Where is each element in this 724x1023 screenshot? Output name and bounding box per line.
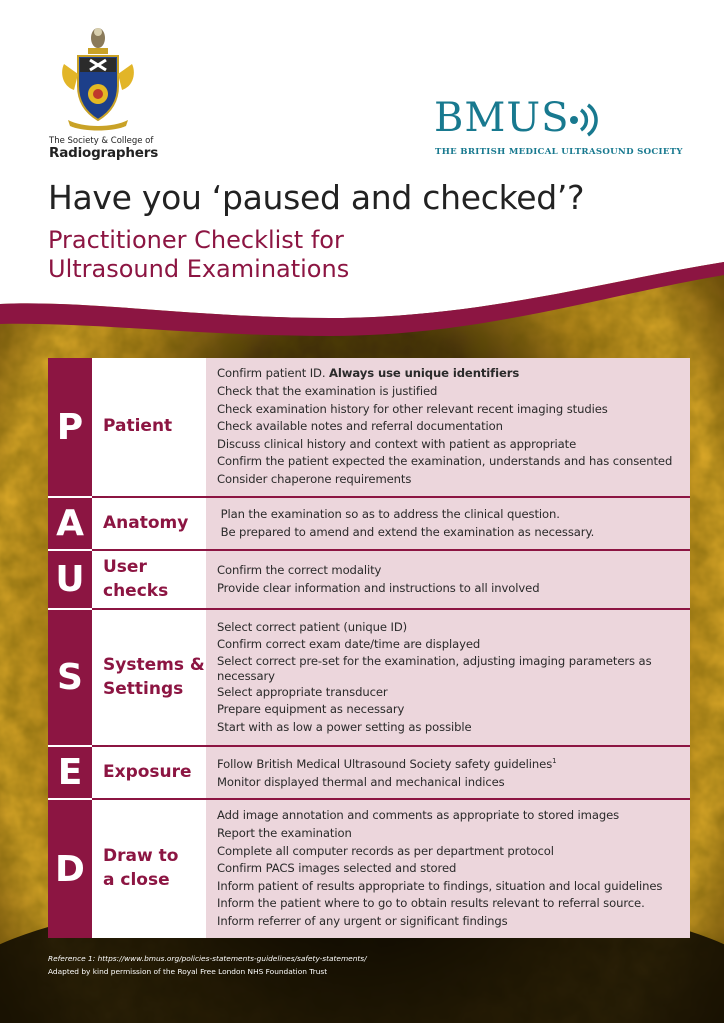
row-heading-line2: Settings	[103, 678, 184, 699]
row-letter: S	[48, 610, 92, 745]
row-items	[206, 498, 690, 549]
checklist-row-anatomy	[48, 498, 690, 549]
list-item: necessary	[217, 668, 275, 683]
list-item: Prepare equipment as necessary	[217, 702, 405, 717]
list-item: Confirm correct exam date/time are displayed	[217, 637, 481, 652]
row-items	[206, 551, 690, 608]
row-heading: Anatomy	[92, 498, 206, 549]
row-heading-line1: Draw to	[103, 846, 179, 867]
row-letter: E	[48, 747, 92, 798]
list-item: Select correct patient (unique ID)	[217, 619, 408, 634]
list-item: Report the examination	[217, 826, 352, 841]
list-item: Inform the patient where to go to obtain results relevant to referral source.	[217, 896, 645, 911]
row-heading	[92, 551, 206, 608]
list-item: Confirm the correct modality	[217, 562, 382, 577]
list-item: Consider chaperone requirements	[217, 471, 412, 486]
scor-name-line1: The Society & College of	[49, 136, 154, 146]
checklist-row-exposure	[48, 747, 690, 798]
list-item: Confirm patient ID. Always use unique identifiers	[217, 366, 520, 381]
list-item: Check examination history for other relevant recent imaging studies	[217, 401, 608, 416]
row-heading-line1: Systems &	[103, 654, 205, 675]
footer-notes	[48, 953, 367, 978]
list-item: Check that the examination is justified	[217, 384, 438, 399]
row-items	[206, 610, 690, 745]
reference-note: Reference 1: https://www.bmus.org/policies-statements-guidelines/safety-statements/	[48, 954, 367, 963]
row-heading	[92, 610, 206, 745]
list-item: Select appropriate transducer	[217, 684, 388, 699]
page-title: Have you ‘paused and checked’?	[48, 178, 585, 217]
row-heading: Exposure	[92, 747, 206, 798]
row-heading: Patient	[92, 358, 206, 496]
list-item: Confirm the patient expected the examination, understands and has consented	[217, 454, 673, 469]
checklist-row-systems-settings	[48, 610, 690, 745]
subtitle-line1: Practitioner Checklist for	[48, 226, 344, 254]
list-item: Start with as low a power setting as possible	[217, 719, 472, 734]
list-item: Complete all computer records as per department protocol	[217, 843, 554, 858]
list-item: Monitor displayed thermal and mechanical indices	[217, 774, 505, 789]
scor-organisation-name	[49, 137, 158, 160]
list-item: Check available notes and referral documentation	[217, 419, 503, 434]
subtitle-line2: Ultrasound Examinations	[48, 254, 350, 283]
adapted-note: Adapted by kind permission of the Royal Free London NHS Foundation Trust	[48, 966, 328, 976]
page-subtitle	[48, 226, 349, 284]
row-letter: U	[48, 551, 92, 608]
list-item: Discuss clinical history and context with patient as appropriate	[217, 436, 577, 451]
list-item: Plan the examination so as to address the clinical question.	[217, 506, 560, 521]
row-items	[206, 800, 690, 938]
scor-crest-logo	[58, 24, 138, 136]
list-item: Add image annotation and comments as appropriate to stored images	[217, 808, 620, 823]
checklist-row-patient	[48, 358, 690, 496]
row-items	[206, 747, 690, 798]
bmus-logo-text: BMUS	[434, 95, 570, 141]
list-item: Confirm PACS images selected and stored	[217, 861, 457, 876]
checklist-row-user-checks	[48, 551, 690, 608]
paused-checklist-table	[48, 358, 690, 938]
scor-name-line2: Radiographers	[49, 144, 159, 161]
list-item: Select correct pre-set for the examination, adjusting imaging parameters as	[217, 653, 652, 668]
sound-waves-icon	[568, 100, 608, 140]
list-item: Be prepared to amend and extend the examination as necessary.	[217, 524, 595, 539]
list-item: Inform patient of results appropriate to findings, situation and local guidelines	[217, 878, 663, 893]
row-letter: P	[48, 358, 92, 496]
list-item: Provide clear information and instructions to all involved	[217, 580, 540, 595]
list-item: Inform referrer of any urgent or significant findings	[217, 913, 508, 928]
row-heading-line2: a close	[103, 870, 170, 890]
row-heading-line1: User	[103, 556, 147, 577]
row-items	[206, 358, 690, 496]
list-item: Follow British Medical Ultrasound Society safety guidelines$^1$	[217, 757, 557, 772]
row-heading-line2: checks	[103, 580, 169, 601]
row-letter: D	[48, 800, 92, 938]
checklist-row-draw-to-close	[48, 800, 690, 938]
row-letter: A	[48, 498, 92, 549]
row-heading	[92, 800, 206, 938]
bmus-full-name: THE BRITISH MEDICAL ULTRASOUND SOCIETY	[435, 147, 683, 157]
